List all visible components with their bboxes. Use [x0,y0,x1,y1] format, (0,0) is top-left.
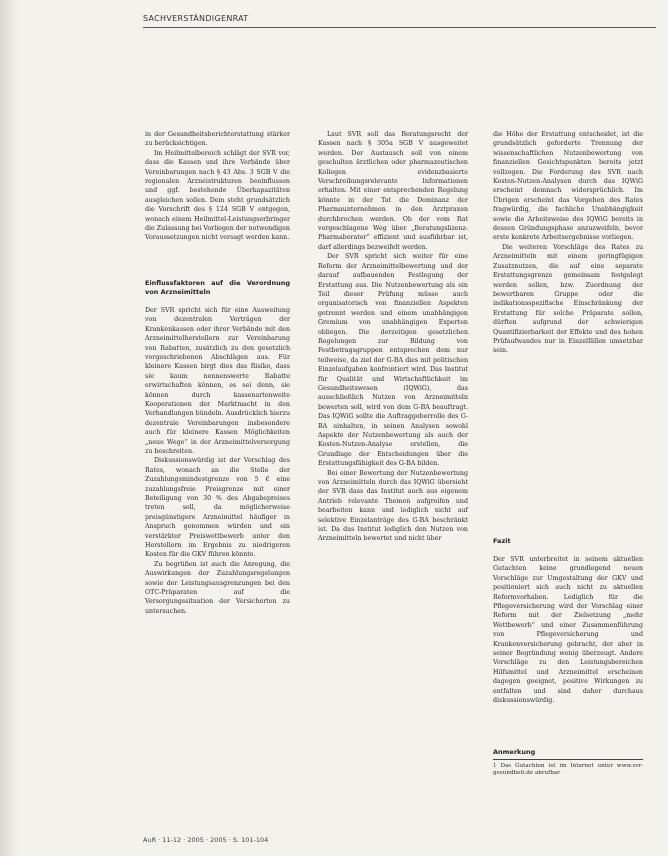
page-footer: AuR · 11-12 · 2005 · 2005 · S. 101-104 [143,836,269,844]
footnote-rule [493,759,643,760]
section-heading: Einflussfaktoren auf die Verordnung von Arzneimitteln [145,278,290,296]
paragraph: Diskussionswürdig ist der Vorschlag des Rates, wonach an die Stelle der Zuzahlungsmindestgrenze von 5 € eine zuzahlungsfreie Preisgrenze mit einer Beteiligung von 30 % des Abgabepreises treten soll, da möglicherweise preisgünstigere Arzneimittel häufiger in Anspruch genommen würden und ein verstärkter Preiswettbewerb unter den Herstellern im Ergebnis zu niedrigeren Kosten für die GKV führen könnte. [145,457,290,559]
column-right [493,130,643,356]
paragraph: Der SVR spricht sich weiter für eine Reform der Arzneimittelbewertung und der darauf aufbauenden Festlegung der Erstattung aus. Die Nutzenbewertung als ein Teil dieser Prüfung müsse auch organisatorisch von finanziellen Aspekten getrennt werden und einem unabhängigen Gremium von unabhängigen Experten obliegen. Die derzeitigen gesetzlichen Regelungen zur Bildung von Festbetragsgruppen entsprechen dem nur teilweise, da ziel der G-BA dies mit politischen Einzelaufgaben konfrontiert wird. Das Institut für Qualität und Wirtschaftlichkeit im Gesundheitswesen (IQWiG), das ausschließlich Nutzen von Arzneimitteln bewerten soll, wird von dem G-BA beauftragt. Das IQWiG sollte die Auftraggeberrolle des G-BA einhalten, in seinen Analysen sowohl Aspekte der Nutzenbewertung als auch der Kosten-Nutzen-Analyse erstellen, die Grundlage der Entscheidungen über die Erstattungsfähigkeit des G-BA bilden. [318,253,468,468]
footnote: 1 Das Gutachten ist im Internet unter www.svr-gesundheit.de abrufbar. [493,763,643,777]
paragraph: Die weiteren Vorschläge des Rates zu Arzneimitteln mit einem geringfügigen Zusatznutzen, die auf eine separate Erstattungsgrenze gemeinsam festgelegt werden sollen, bzw. Zuordnung der bewertbaren Gruppe oder die indikationsspezifische Einschränkung der Erstattung für solche Präparate sollen, dürften aufgrund der schwierigen Quantifizierbarkeit der Effekte und des hohen Prüfaufwandes nur in Einzelfällen umsetzbar sein. [493,243,643,355]
paragraph: Der SVR unterbreitet in seinem aktuellen Gutachten keine grundlegend neuen Vorschläge zur Umgestaltung der GKV und positioniert sich auch nicht zu aktuellen Reformvorhaben. Lediglich für die Pflegeversicherung wird der Vorschlag einer Reform mit der Zielsetzung „mehr Wettbewerb“ und einer Zusammenführung von Pflegeversicherung und Krankenversicherung gebracht, der aber in seiner Begründung wenig überzeugt. Andere Vorschläge zu den Leistungsbereichen Hilfsmittel und Arzneimittel erscheinen dagegen geeignet, positive Wirkungen zu entfalten und sind daher durchaus diskussionswürdig. [493,556,643,705]
paragraph: Zu begrüßen ist auch die Anregung, die Auswirkungen der Zuzahlungsregelungen sowie der Leistungsausgrenzungen bei den OTC-Präparaten auf die Versorgungssituation der Versicherten zu untersuchen. [145,560,290,615]
paragraph: Laut SVR soll das Beratungsrecht der Kassen nach § 305a SGB V ausgeweitet werden. Der Austausch soll von einem geschulten ärztlichen oder pharmazeutischen Kollegen evidenzbasierte Verschreibungsrelevante Informationen erhalten. Mit einer entsprechenden Regelung könnte in der Tat die Dominanz der Pharmaunternehmen in den Arztpraxen durchbrochen werden. Ob der vom Rat vorgeschlagene Weg über „Beratungslizenz-Pharmaberater“ effizient und ausführbar ist, darf allerdings bezweifelt werden. [318,131,468,251]
section-heading: Anmerkung [493,748,536,756]
paragraph: Bei einer Bewertung der Nutzenbewertung von Arzneimitteln durch das IQWiG übersieht der SVR dass das Institut auch aus eigenem Antrieb relevante Themen aufgreifen und bearbeiten kann und lediglich nicht auf selektive Einzelanträge des G-BA beschränkt ist. Da das Institut lediglich den Nutzen von Arzneimitteln bewertet und nicht über [318,469,468,543]
footnote-section [493,748,643,778]
header-rule [143,27,656,28]
column-left [145,130,290,616]
spacer [145,243,290,279]
paragraph: Der SVR spricht sich für eine Ausweitung von dezentralen Verträgen der Krankenkassen oder ihrer Verbände mit den Arzneimittelherstellern zur Vereinbarung von Rabatten, zusätzlich zu den gesetzlich vorgeschriebenen Abschlägen aus. Für kleinere Kassen birgt dies das Risiko, dass sie kaum nennenswerte Rabatte erwirtschaften können, es sei denn, sie können durch kassenartenweite Kooperationen der Marktmacht in den Verhandlungen bündeln. Ausdrücklich hierzu dezentrale Vereinbarungen insbesondere auch für kleinere Kassen Möglichkeiten „neue Wege“ in der Arzneimittelversorgung zu beschreiten. [145,306,290,455]
paragraph: die Höhe der Erstattung entscheidet, ist die grundsätzlich geforderte Trennung der wissenschaftlichen Nutzenbewertung von finanziellen Gesichtspunkten bereits jetzt vollzogen. Die Forderung des SVR nach Kosten-Nutzen-Analysen durch das IQWiG erscheint demnach widersprüchlich. Im Übrigen erscheint das Vorgehen des Rates fragwürdig, die fachliche Unabhängigkeit sowie die Arbeitsweise des IQWiG bereits in dessen Gründungsphase anzuzweifeln, bevor erste konkrete Arbeitsergebnisse vorliegen. [493,131,643,242]
page-gutter-shadow [0,0,18,856]
paragraph: in der Gesundheitsberichterstattung stärker zu berücksichtigen. [145,131,290,148]
fazit-section [493,537,643,706]
paragraph: Im Heilmittelbereich schlägt der SVR vor, dass die Kassen und ihre Verbände über Vereinbarungen nach § 43 Abs. 3 SGB V die regionalen Arzneistrukturen beeinflussen und ggf. bestehende Überkapazitäten ausgleichen sollen. Dem steht grundsätzlich die Vorschrift des § 124 SGB V entgegen, wonach einem Heilmittel-Leistungserbringer die Zulassung bei Vorliegen der notwendigen Voraussetzungen nicht versagt werden kann. [145,149,290,242]
running-header: SACHVERSTÄNDIGENRAT [143,14,249,23]
spacer [145,297,290,306]
column-middle [318,130,468,544]
spacer [493,546,643,555]
section-heading: Fazit [493,537,511,545]
